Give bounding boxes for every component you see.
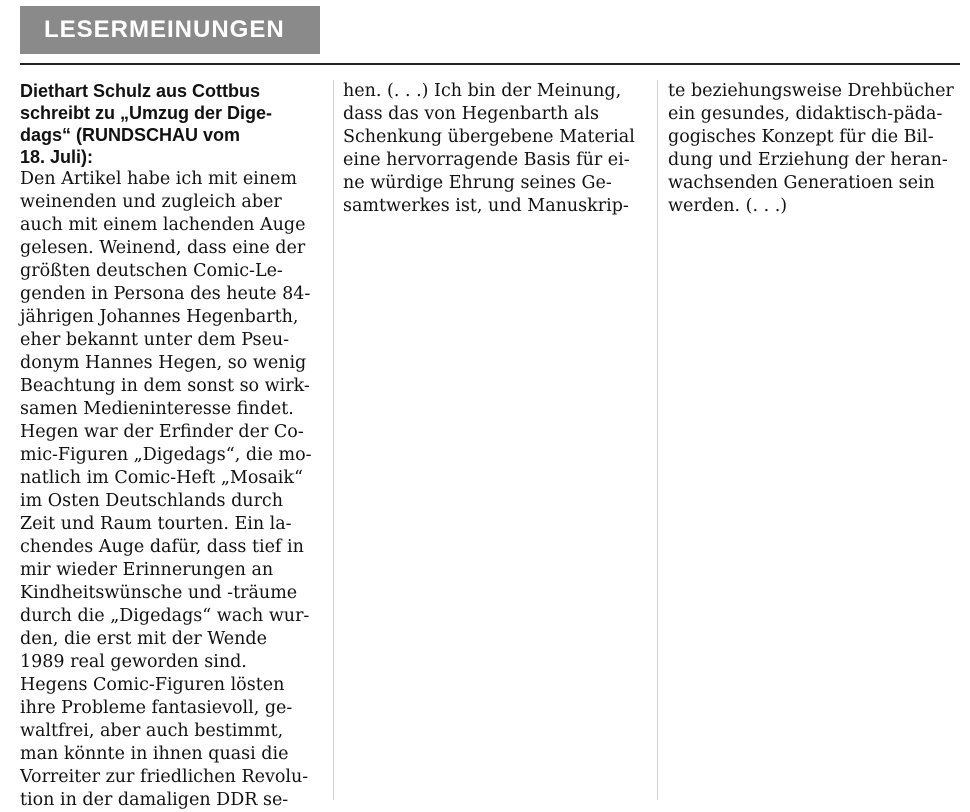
body-line: durch die „Digedags“ wach wur-	[20, 606, 310, 626]
body-line: te beziehungsweise Drehbücher	[668, 81, 954, 101]
body-line: Hegens Comic-Figuren lösten	[20, 675, 285, 695]
letter-body	[20, 168, 325, 812]
body-line: auch mit einem lachenden Auge	[20, 215, 306, 235]
body-line: Zeit und Raum tourten. Ein la-	[20, 514, 292, 534]
body-line: ein gesundes, didaktisch-päda-	[668, 104, 943, 124]
column-divider	[333, 80, 334, 800]
column-divider	[657, 80, 658, 800]
body-line: Hegen war der Erfinder der Co-	[20, 422, 304, 442]
body-line: 1989 real geworden sind.	[20, 652, 247, 672]
body-line: werden. (. . .)	[668, 196, 788, 216]
body-line: Den Artikel habe ich mit einem	[20, 169, 297, 189]
body-line: größten deutschen Comic-Le-	[20, 261, 283, 281]
article-column-1	[20, 80, 325, 812]
body-line: dass das von Hegenbarth als	[343, 104, 599, 124]
body-line: tion in der damaligen DDR se-	[20, 790, 289, 810]
heading-line: Diethart Schulz aus Cottbus	[20, 81, 261, 101]
body-line: chendes Auge dafür, dass tief in	[20, 537, 304, 557]
body-line: ne würdige Ehrung seines Ge-	[343, 173, 612, 193]
article-column-3	[668, 80, 963, 218]
header-rule	[20, 63, 960, 65]
heading-line: dags“ (RUNDSCHAU vom	[20, 125, 241, 145]
body-line: wachsenden Generatioen sein	[668, 173, 935, 193]
body-line: den, die erst mit der Wende	[20, 629, 267, 649]
body-line: genden in Persona des heute 84-	[20, 284, 311, 304]
body-line: ihre Probleme fantasievoll, ge-	[20, 698, 293, 718]
body-line: im Osten Deutschlands durch	[20, 491, 284, 511]
body-line: gogisches Konzept für die Bil-	[668, 127, 934, 147]
body-line: man könnte in ihnen quasi die	[20, 744, 289, 764]
article-column-2	[343, 80, 648, 218]
body-line: gelesen. Weinend, dass eine der	[20, 238, 306, 258]
body-line: jährigen Johannes Hegenbarth,	[20, 307, 299, 327]
body-line: natlich im Comic-Heft „Mosaik“	[20, 468, 303, 488]
body-line: weinenden und zugleich aber	[20, 192, 282, 212]
body-line: Vorreiter zur friedlichen Revolu-	[20, 767, 309, 787]
body-line: Beachtung in dem sonst so wirk-	[20, 376, 310, 396]
body-line: Kindheitswünsche und -träume	[20, 583, 298, 603]
body-line: donym Hannes Hegen, so wenig	[20, 353, 307, 373]
body-line: samen Medieninteresse findet.	[20, 399, 294, 419]
body-line: mic-Figuren „Digedags“, die mo-	[20, 445, 312, 465]
section-label: LESERMEINUNGEN	[44, 16, 285, 43]
letter-heading	[20, 80, 325, 168]
body-line: eine hervorragende Basis für ei-	[343, 150, 630, 170]
body-line: eher bekannt unter dem Pseu-	[20, 330, 290, 350]
body-line: dung und Erziehung der heran-	[668, 150, 948, 170]
body-line: Schenkung übergebene Material	[343, 127, 635, 147]
body-line: waltfrei, aber auch bestimmt,	[20, 721, 284, 741]
heading-line: schreibt zu „Umzug der Dige-	[20, 103, 273, 123]
body-line: hen. (. . .) Ich bin der Meinung,	[343, 81, 622, 101]
body-line: samtwerkes ist, und Manuskrip-	[343, 196, 629, 216]
body-line: mir wieder Erinnerungen an	[20, 560, 274, 580]
heading-line: 18. Juli):	[20, 147, 94, 167]
section-banner	[20, 6, 320, 54]
